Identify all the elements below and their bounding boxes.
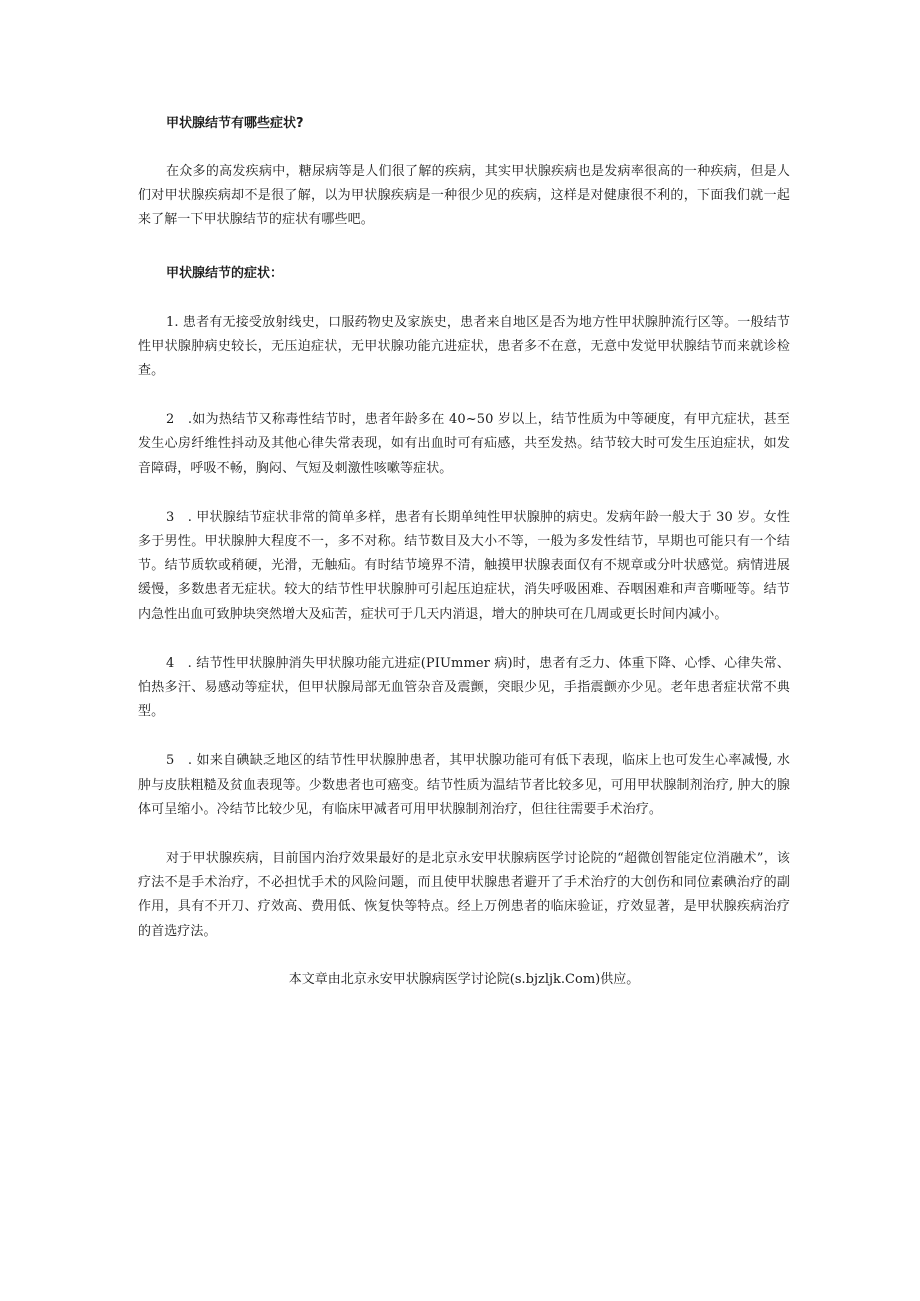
symptom-paragraph-2: 2 .如为热结节又称毒性结节时，患者年龄多在 40~50 岁以上，结节性质为中等硬度，有甲亢症状，甚至发生心房纤维性抖动及其他心律失常表现，如有出血时可有疝感，共至发热。结节较大时可发生压迫症状，如发音障碍，呼吸不畅，胸闷、气短及刺激性咳嗽等症状。: [138, 412, 790, 476]
article-title: 甲状腺结节有哪些症状?: [166, 116, 304, 131]
symptom-paragraph-4: 4 . 结节性甲状腺肿消失甲状腺功能亢进症(PIUmmer 病)时，患者有乏力、体重下降、心悸、心律失常、怕热多汗、易感动等症状，但甲状腺局部无血管杂音及震颤，突眼少见，手指震颤亦少见。老年患者症状常不典型。: [138, 655, 790, 720]
section-heading: 甲状腺结节的症状：: [166, 265, 284, 281]
symptom-paragraph-3: 3 . 甲状腺结节症状非常的简单多样，患者有长期单纯性甲状腺肿的病史。发病年龄一般大于 30 岁。女性多于男性。甲状腺肿大程度不一，多不对称。结节数目及大小不等，一般为多发性结节，早期也可能只有一个结节。结节质软或稍硬，光滑，无触疝。有时结节境界不清，触摸甲状腺表面仅有不规章或分叶状感觉。病情进展缓慢，多数患者无症状。较大的结节性甲状腺肿可引起压迫症状，消失呼吸困难、吞咽困难和声音嘶哑等。结节内急性出血可致肿块突然增大及疝苦，症状可于几天内消退，增大的肿块可在几周或更长时间内减小。: [138, 509, 790, 622]
article: [138, 112, 790, 992]
symptom-paragraph-5: 5 . 如来自碘缺乏地区的结节性甲状腺肿患者，其甲状腺功能可有低下表现，临床上也可发生心率减慢, 水肿与皮肤粗糙及贫血表现等。少数患者也可癌变。结节性质为温结节者比较多见，可用甲状腺制剂治疗, 肿大的腺体可呈缩小。冷结节比较少见，有临床甲减者可用甲状腺制剂治疗，但往往需要手术治疗。: [138, 753, 790, 817]
source-footer: 本文章由北京永安甲状腺病医学讨论院(s.bjzljk.Com)供应。: [288, 971, 640, 987]
symptom-paragraph-1: 1. 患者有无接受放射线史，口服药物史及家族史，患者来自地区是否为地方性甲状腺肿流行区等。一般结节性甲状腺肿病史较长，无压迫症状，无甲状腺功能亢进症状，患者多不在意，无意中发觉甲状腺结节而来就诊检查。: [138, 314, 790, 379]
treatment-paragraph: 对于甲状腺疾病，目前国内治疗效果最好的是北京永安甲状腺病医学讨论院的“超微创智能定位消融术”，该疗法不是手术治疗，不必担忧手术的风险问题，而且使甲状腺患者避开了手术治疗的大创伤和同位素碘治疗的副作用，具有不开刀、疗效高、费用低、恢复快等特点。经上万例患者的临床验证，疗效显著，是甲状腺疾病治疗的首选疗法。: [138, 851, 790, 939]
intro-paragraph: 在众多的高发疾病中，糖尿病等是人们很了解的疾病，其实甲状腺疾病也是发病率很高的一种疾病，但是人们对甲状腺疾病却不是很了解，以为甲状腺疾病是一种很少见的疾病，这样是对健康很不利的，下面我们就一起来了解一下甲状腺结节的症状有哪些吧。: [138, 164, 790, 228]
